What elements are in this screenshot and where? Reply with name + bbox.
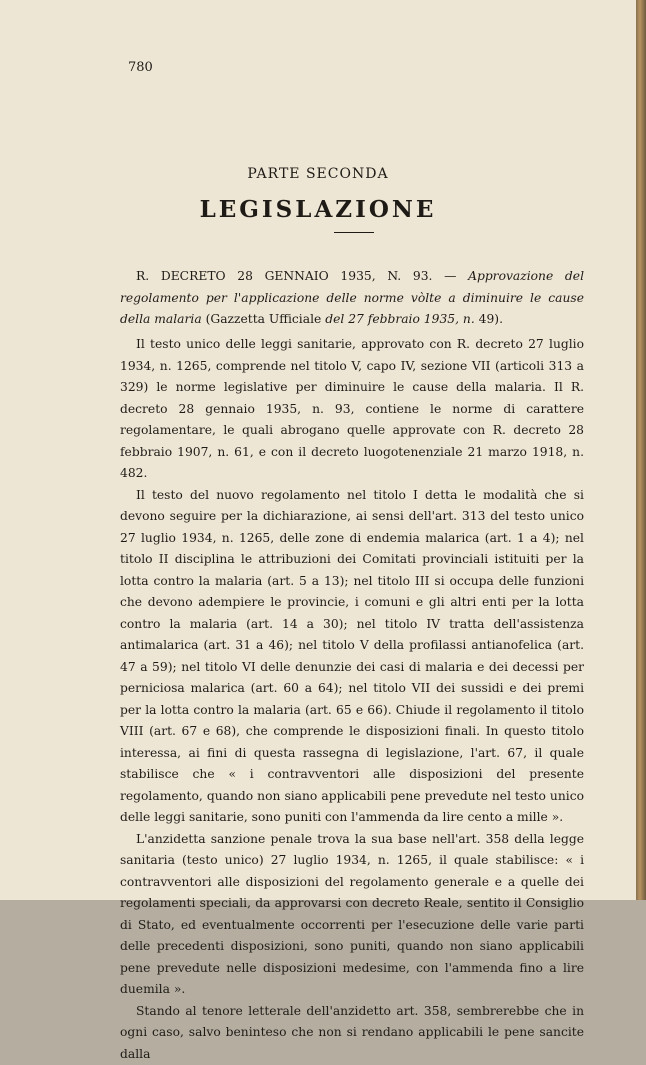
part-heading: PARTE SECONDA xyxy=(0,166,636,182)
gazette-close: 49). xyxy=(479,312,503,326)
paragraph: Il testo unico delle leggi sanitarie, approvato con R. decreto 27 luglio 1934, n. 1265, comprende nel titolo V, capo IV, sezione VII (articoli 313 a 329) le norme legislative per diminuire le cause della malaria. Il R. decreto 28 gennaio 1935, n. 93, contiene le norme di carattere regolamentare, le quali abrogano quelle approvate con R. decreto 28 febbraio 1907, n. 61, e con il decreto luogotenenziale 21 marzo 1918, n. 482. xyxy=(120,334,584,485)
decree-date-year: 1935, xyxy=(340,269,375,283)
page-edge xyxy=(636,0,646,900)
paragraph: Il testo del nuovo regolamento nel titolo I detta le modalità che si devono seguire per la dichiarazione, ai sensi dell'art. 313 del testo unico 27 luglio 1934, n. 1265, delle zone di endemia malarica (art. 1 a 4); nel titolo II disciplina le attribuzioni dei Comitati provinciali istituiti per la lotta contro la malaria (art. 5 a 13); nel titolo III si occupa delle funzioni che devono adempiere le provincie, i comuni e gli altri enti per la lotta contro la malaria (art. 14 a 30); nel titolo IV tratta dell'assistenza antimalarica (art. 31 a 46); nel titolo V della profilassi antianofelica (art. 47 a 59); nel titolo VI delle denunzie dei casi di malaria e dei decessi per perniciosa malarica (art. 60 a 64); nel titolo VII dei sussidi e dei premi per la lotta contro la malaria (art. 65 e 66). Chiude il regolamento il titolo VIII (art. 67 e 68), che comprende le disposizioni finali. In questo titolo interessa, ai fini di questa rassegna di legislazione, l'art. 67, il quale stabilisce che « i contravventori alle disposizioni del presente regolamento, quando non siano applicabili pene prevedute nel testo unico delle leggi sanitarie, sono puniti con l'ammenda da lire cento a mille ». xyxy=(120,485,584,829)
body-text xyxy=(120,334,584,1065)
decree-prefix: R. xyxy=(136,269,149,283)
title-divider xyxy=(334,232,374,233)
section-title: LEGISLAZIONE xyxy=(0,196,636,223)
decree-header xyxy=(120,266,584,331)
gazette-reference: (Gazzetta Ufficiale xyxy=(206,312,322,326)
decree-label: DECRETO xyxy=(161,269,226,283)
decree-date-day: 28 xyxy=(237,269,253,283)
gazette-date: del 27 febbraio 1935, n. xyxy=(325,312,475,326)
paragraph: Stando al tenore letterale dell'anzidetto art. 358, sembrerebbe che in ogni caso, salvo beninteso che non si rendano applicabili le pene sancite dalla xyxy=(120,1001,584,1065)
decree-number: 93. — xyxy=(413,269,457,283)
decree-number-label: N. xyxy=(387,269,401,283)
page-number: 780 xyxy=(128,60,153,75)
decree-date-month: GENNAIO xyxy=(265,269,329,283)
decree-title: Approvazione del regolamento per l'applicazione delle norme vòlte a diminuire le cause della malaria xyxy=(120,269,584,326)
paragraph: L'anzidetta sanzione penale trova la sua base nell'art. 358 della legge sanitaria (testo unico) 27 luglio 1934, n. 1265, il quale stabilisce: « i contravventori alle disposizioni del regolamento generale e a quelle dei regolamenti speciali, da approvarsi con decreto Reale, sentito il Consiglio di Stato, ed eventualmente occorrenti per l'esecuzione delle varie parti delle precedenti disposizioni, sono puniti, quando non siano applicabili pene prevedute nelle disposizioni medesime, con l'ammenda fino a lire duemila ». xyxy=(120,829,584,1001)
